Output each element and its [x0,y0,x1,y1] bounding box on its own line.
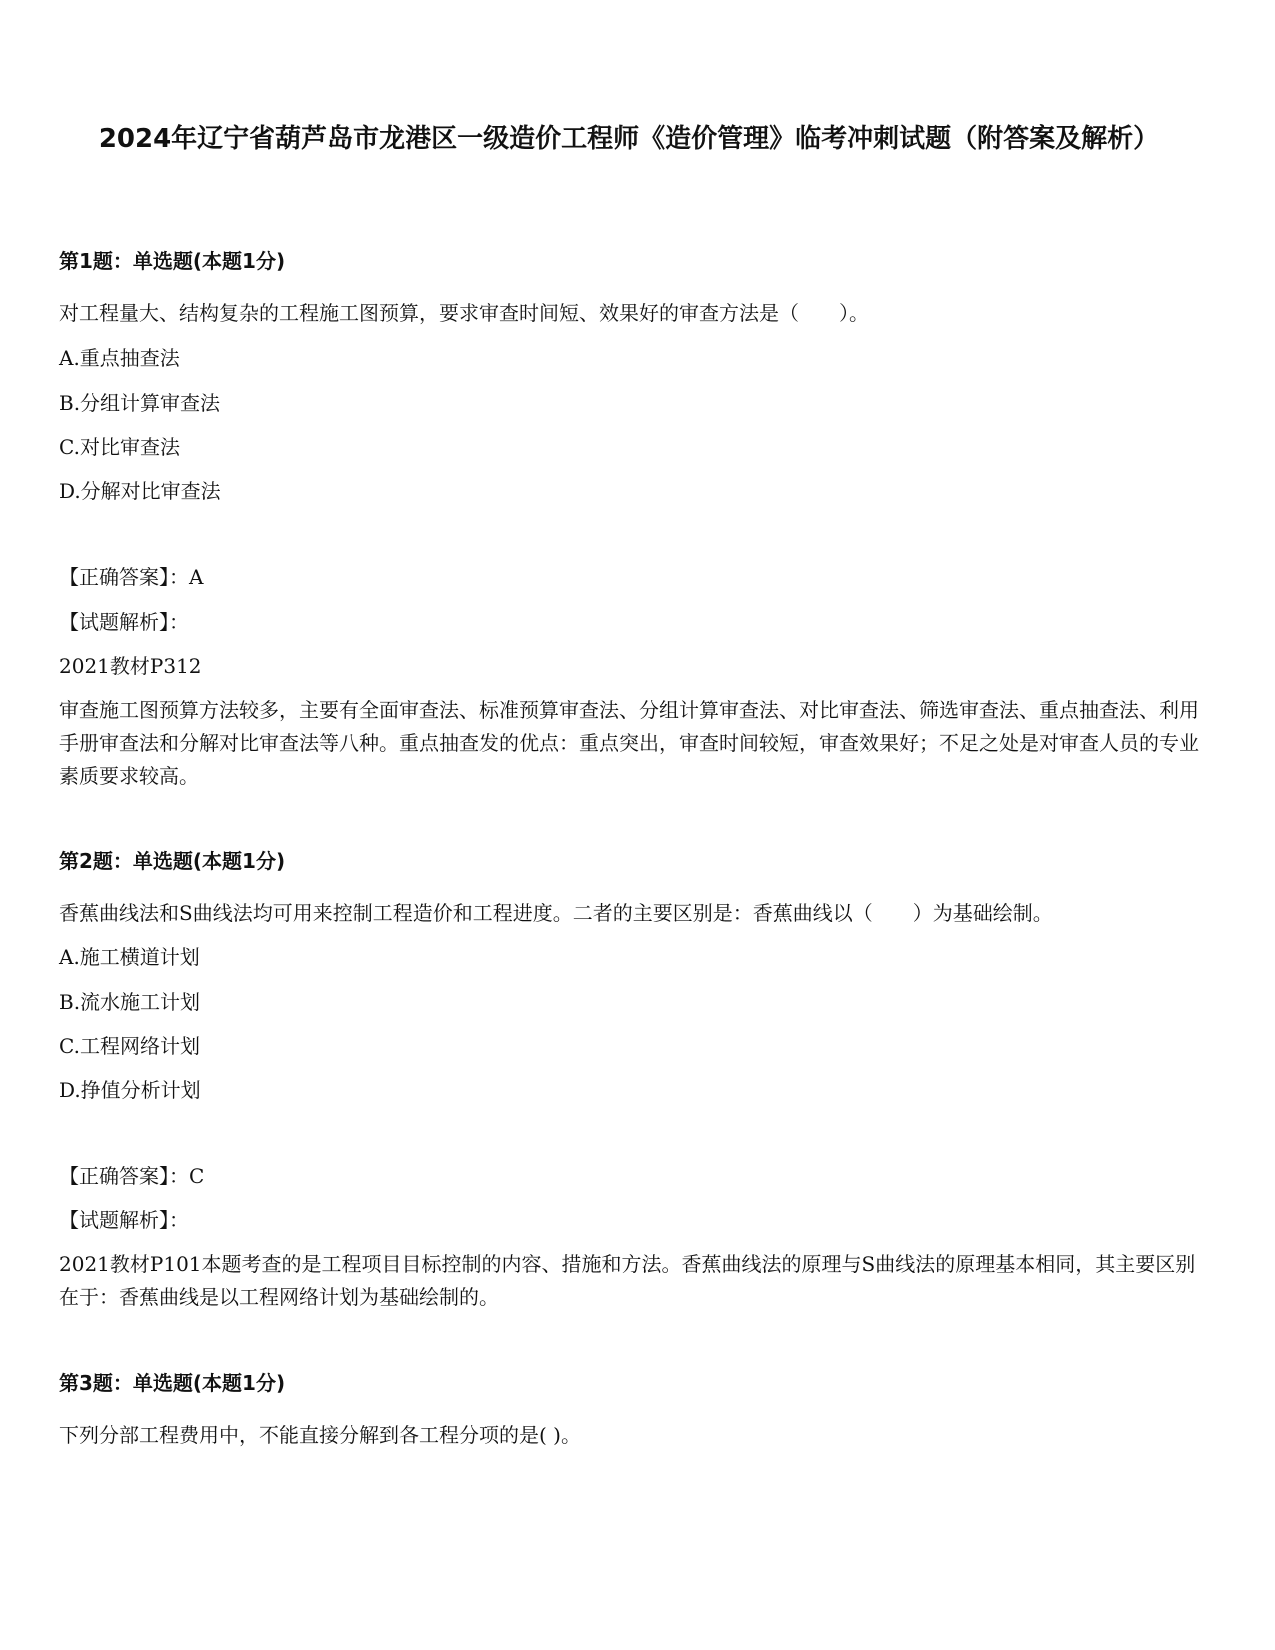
analysis-text: 审查施工图预算方法较多，主要有全面审查法、标准预算审查法、分组计算审查法、对比审查法、筛选审查法、重点抽查法、利用手册审查法和分解对比审查法等八种。重点抽查发的优点：重点突出，审查时间较短，审查效果好；不足之处是对审查人员的专业素质要求较高。 [59,698,1199,788]
option-d [59,476,1199,506]
question-2 [59,846,1199,876]
document-title: 2024年辽宁省葫芦岛市龙港区一级造价工程师《造价管理》临考冲刺试题（附答案及解析） [98,124,1160,154]
answer-text: 【正确答案】：C [59,1164,205,1188]
question-header: 第3题：单选题(本题1分) [59,1371,286,1395]
answer [59,562,1199,592]
analysis-body [59,1248,1199,1314]
option-text: D.分解对比审查法 [59,479,221,503]
question-header: 第1题：单选题(本题1分) [59,249,286,273]
analysis-label [59,1205,1199,1235]
option-a [59,942,1199,972]
option-text: C.对比审查法 [59,435,180,459]
answer [59,1161,1199,1191]
question-stem-text: 香蕉曲线法和S曲线法均可用来控制工程造价和工程进度。二者的主要区别是：香蕉曲线以（ ）为基础绘制。 [59,901,1053,925]
question-stem-text: 对工程量大、结构复杂的工程施工图预算，要求审查时间短、效果好的审查方法是（ ）。 [59,301,869,325]
option-a [59,343,1199,373]
answer-text: 【正确答案】：A [59,565,204,589]
option-text: A.重点抽查法 [59,346,180,370]
document-page [59,0,1199,1447]
option-b [59,987,1199,1017]
option-d [59,1075,1199,1105]
analysis-reference [59,651,1199,681]
option-text: C.工程网络计划 [59,1034,200,1058]
question-3 [59,1368,1199,1398]
question-stem [59,298,1199,328]
option-c [59,1031,1199,1061]
analysis-text: 2021教材P101本题考查的是工程项目目标控制的内容、措施和方法。香蕉曲线法的原理与S曲线法的原理基本相同，其主要区别在于：香蕉曲线是以工程网络计划为基础绘制的。 [59,1252,1196,1309]
option-text: D.挣值分析计划 [59,1078,201,1102]
question-stem [59,1420,1199,1450]
analysis-label-text: 【试题解析】： [59,1208,189,1232]
option-text: B.流水施工计划 [59,990,201,1014]
analysis-label [59,607,1199,637]
analysis-body [59,694,1199,793]
analysis-text: 2021教材P312 [59,654,202,678]
question-1 [59,246,1199,276]
option-text: B.分组计算审查法 [59,391,221,415]
option-b [59,388,1199,418]
analysis-label-text: 【试题解析】： [59,610,189,634]
option-text: A.施工横道计划 [59,945,200,969]
question-header: 第2题：单选题(本题1分) [59,849,286,873]
question-stem [59,898,1199,928]
question-stem-text: 下列分部工程费用中，不能直接分解到各工程分项的是( )。 [59,1423,581,1447]
option-c [59,432,1199,462]
